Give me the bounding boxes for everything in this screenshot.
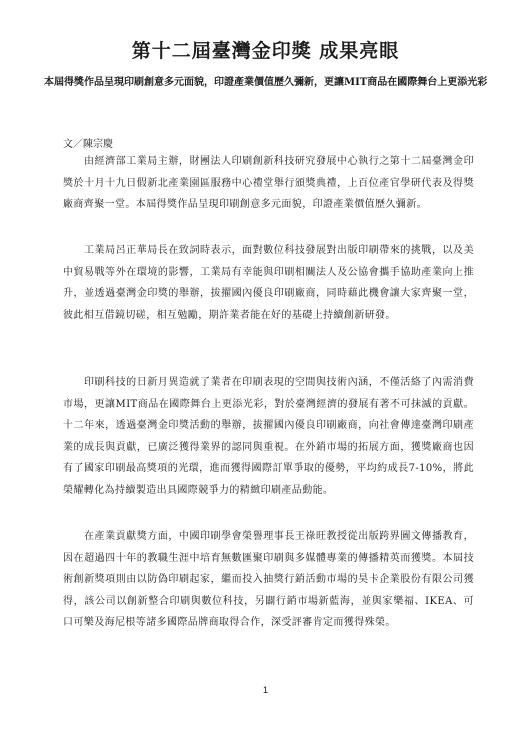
body-paragraph: 由經濟部工業局主辦，財團法人印刷創新科技研究發展中心執行之第十二屆臺灣金印獎於十月十九日假新北產業園區服務中心禮堂舉行頒獎典禮，上百位產官學研代表及得獎廠商齊聚一堂。本屆得獎作品呈現印刷創意多元面貌，印證產業價值歷久彌新。 [63,156,474,210]
body-paragraph: 印刷科技的日新月異造就了業者在印刷表現的空間與技術內涵，不僅活絡了內需消費市場，更讓MIT商品在國際舞台上更添光彩，對於臺灣經濟的發展有著不可抹滅的貢獻。十二年來，透過臺灣金印獎活動的舉辦，拔擢國內優良印刷廠商，向社會傳達臺灣印刷產業的成長與貢獻，已廣泛獲得業界的認同與重視。在外銷市場的拓展方面，獲獎廠商也因有了國家印刷最高獎項的光環，進而獲得國際訂單爭取的優勢，平均約成長7-10%，將此榮耀轉化為持續製造出具國際競爭力的精緻印刷產品動能。 [63,377,474,496]
page-number: 1 [262,685,268,695]
body-paragraph: 工業局呂正華局長在致詞時表示，面對數位科技發展對出版印刷帶來的挑戰，以及美中貿易戰等外在環境的影響，工業局有幸能與印刷相關法人及公協會攜手協助產業向上推升，並透過臺灣金印獎的舉辦，拔擢國內優良印刷廠商，同時藉此機會讓大家齊聚一堂，彼此相互借鏡切磋，相互勉勵，期許業者能在好的基礎上持續創新研發。 [63,245,474,321]
page-subtitle: 本屆得獎作品呈現印刷創意多元面貌，印證產業價值歷久彌新，更讓MIT商品在國際舞台上更添光彩 [44,77,488,88]
author-byline: 文／陳宗慶 [63,139,113,150]
page-title: 第十二屆臺灣金印獎 成果亮眼 [131,40,400,62]
body-paragraph: 在產業貢獻獎方面，中國印刷學會榮譽理事長王祿旺教授從出版跨界圖文傳播教育，因在超過四十年的教職生涯中培育無數匯聚印刷與多媒體專業的傳播精英而獲獎。本屆技術創新獎項則由以防偽印刷起家，繼而投入抽獎行銷活動市場的昊卡企業股份有限公司獲得，該公司以創新整合印刷與數位科技，另闢行銷市場新藍海，並與家樂福、IKEA、可口可樂及海尼根等諸多國際品牌商取得合作，深受評審肯定而獲得殊榮。 [63,531,474,628]
